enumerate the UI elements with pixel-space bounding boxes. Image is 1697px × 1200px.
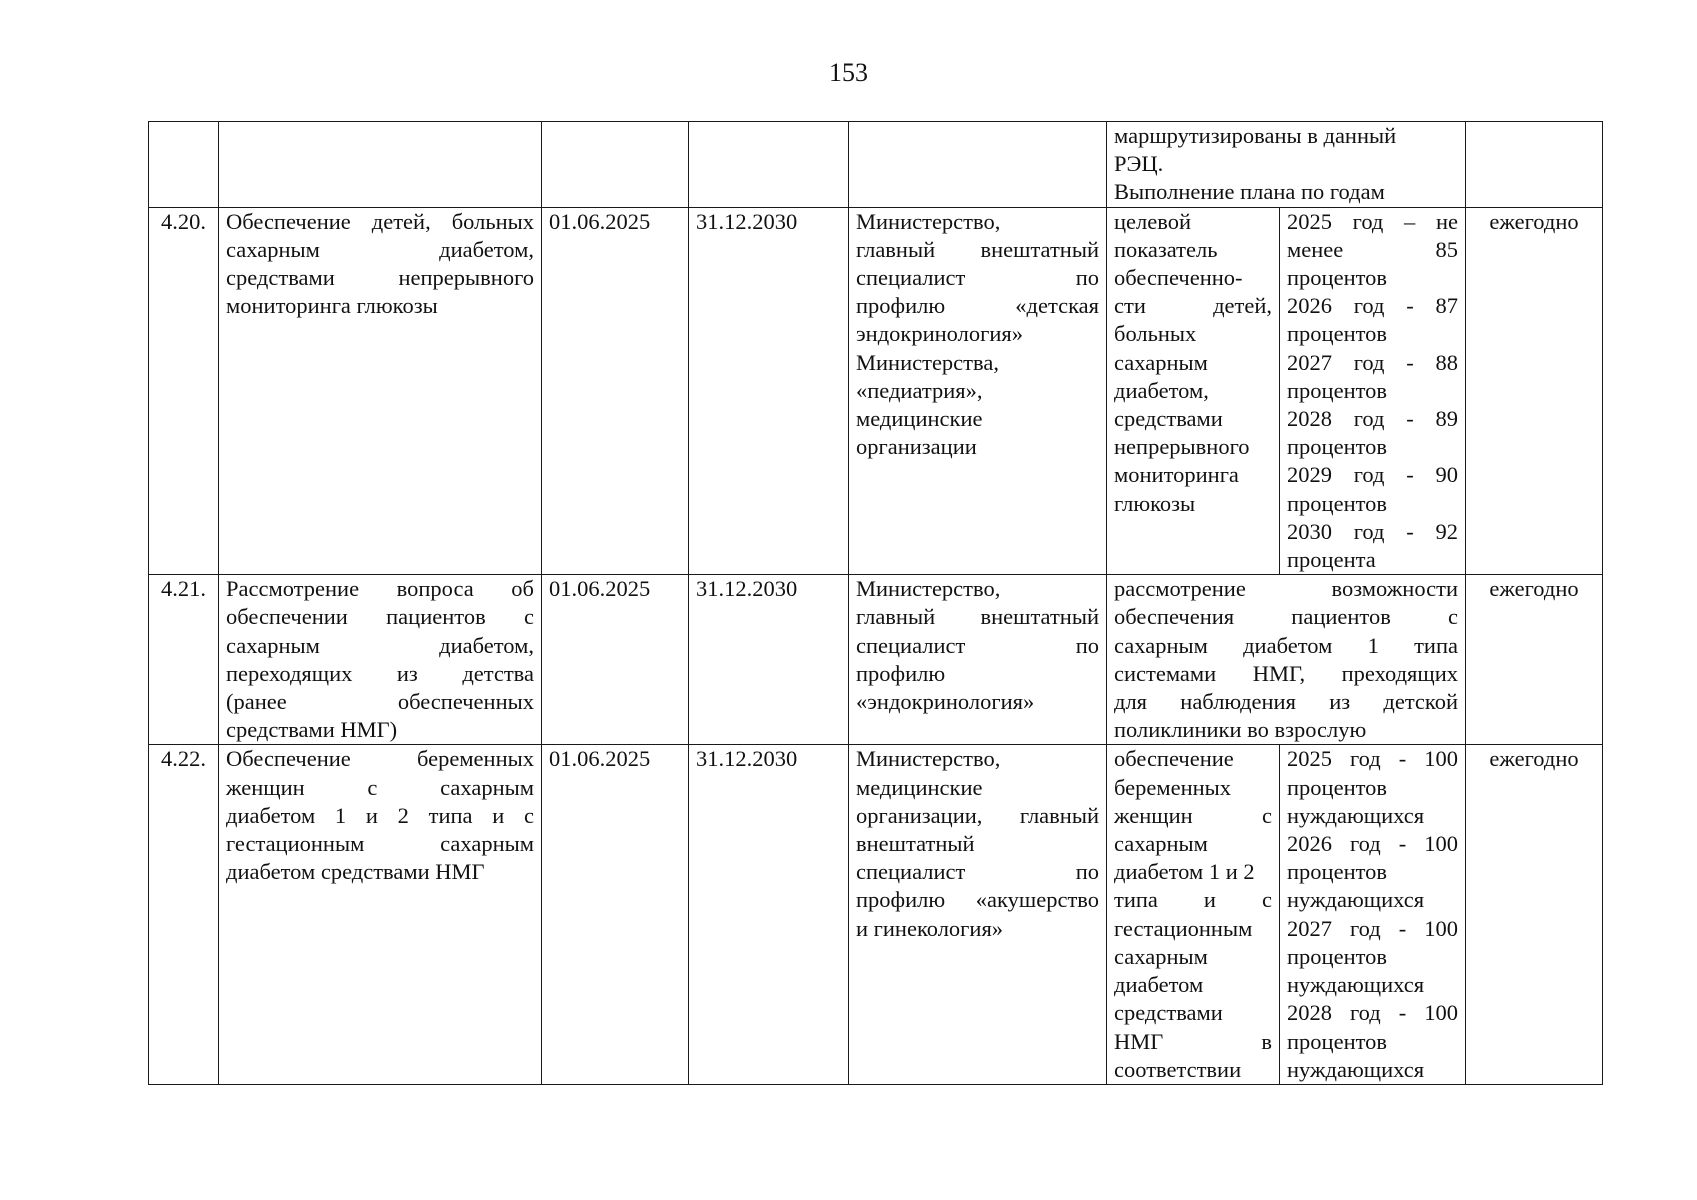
activity-line: переходящих из детства (226, 660, 534, 686)
value-line: процентов (1287, 377, 1388, 403)
value-line: нуждающихся (1287, 972, 1425, 998)
responsible-cell (849, 207, 1107, 575)
indicator-line: сахарным (1114, 943, 1208, 969)
indicator-line: беременных (1114, 774, 1232, 800)
activity-line: обеспечении пациентов с (226, 604, 534, 630)
page-number: 153 (829, 58, 868, 87)
result-line: поликлиники во взрослую (1114, 717, 1367, 743)
activity-line: (ранее обеспеченных (226, 689, 534, 715)
value-line: 2026 год - 100 (1287, 831, 1458, 857)
indicator-line: диабетом 1 и 2 (1114, 859, 1255, 885)
responsible-line: специалист по (856, 265, 1099, 291)
values-cell (1280, 745, 1466, 1084)
value-line: 2028 год - 89 (1287, 406, 1458, 432)
result-line: обеспечения пациентов с (1114, 604, 1458, 630)
frequency-cell: ежегодно (1466, 745, 1603, 1084)
value-line: 2028 год - 100 (1287, 1000, 1458, 1026)
activity-line: Обеспечение беременных (226, 746, 534, 772)
responsible-line: специалист по (856, 859, 1099, 885)
value-line: процента (1287, 547, 1376, 573)
cont-result-cell (1107, 122, 1466, 208)
value-line: 2025 год – не (1287, 208, 1458, 234)
responsible-line: профилю «детская (856, 293, 1099, 319)
values-cell (1280, 207, 1466, 575)
indicator-line: обеспечение (1114, 746, 1234, 772)
row-number: 4.20. (149, 207, 219, 575)
table-row (149, 575, 1603, 745)
responsible-line: главный внештатный (856, 236, 1099, 262)
indicator-line: показатель (1114, 236, 1218, 262)
indicator-line: НМГ в (1114, 1028, 1272, 1054)
result-line: для наблюдения из детской (1114, 689, 1458, 715)
value-line: процентов (1287, 321, 1388, 347)
responsible-line: Министерство, (856, 576, 1001, 602)
activity-line: женщин с сахарным (226, 774, 534, 800)
indicator-line: соответствии (1114, 1056, 1242, 1082)
value-line: процентов (1287, 265, 1388, 291)
value-line: 2029 год - 90 (1287, 462, 1458, 488)
responsible-line: организации, главный (856, 802, 1099, 828)
responsible-line: эндокринология» (856, 321, 1023, 347)
continuation-row (149, 122, 1603, 208)
responsible-line: «эндокринология» (856, 689, 1035, 715)
activity-line: средствами непрерывного (226, 265, 534, 291)
indicator-line: больных (1114, 321, 1197, 347)
indicator-line: диабетом, (1114, 377, 1209, 403)
responsible-line: внештатный (856, 831, 975, 857)
table-row (149, 745, 1603, 1084)
responsible-line: «педиатрия», (856, 377, 983, 403)
indicator-line: сахарным (1114, 349, 1208, 375)
value-line: 2025 год - 100 (1287, 746, 1458, 772)
indicator-line: типа и с (1114, 887, 1272, 913)
value-line: нуждающихся (1287, 887, 1425, 913)
responsible-line: главный внештатный (856, 604, 1099, 630)
value-line: процентов (1287, 1028, 1388, 1054)
result-line: РЭЦ. (1114, 151, 1164, 177)
result-line: маршрутизированы в данный (1114, 123, 1397, 148)
activity-line: мониторинга глюкозы (226, 293, 438, 319)
responsible-line: профилю «акушерство (856, 887, 1099, 913)
cont-end-cell (689, 122, 849, 208)
activity-cell (219, 207, 542, 575)
result-line: Выполнение плана по годам (1114, 179, 1385, 205)
responsible-cell (849, 745, 1107, 1084)
plan-table (148, 121, 1603, 1085)
activity-line: Обеспечение детей, больных (226, 208, 534, 234)
frequency-cell: ежегодно (1466, 207, 1603, 575)
value-line: процентов (1287, 434, 1388, 460)
cont-activity-cell (219, 122, 542, 208)
cont-responsible-cell (849, 122, 1107, 208)
value-line: процентов (1287, 943, 1388, 969)
responsible-line: медицинские (856, 774, 983, 800)
end-date: 31.12.2030 (689, 575, 849, 745)
activity-line: средствами НМГ) (226, 717, 398, 743)
activity-line: диабетом средствами НМГ (226, 859, 485, 885)
activity-line: сахарным диабетом, (226, 236, 534, 262)
value-line: менее 85 (1287, 236, 1458, 262)
indicator-line: обеспеченно- (1114, 265, 1243, 291)
responsible-line: специалист по (856, 632, 1099, 658)
indicator-line: сти детей, (1114, 293, 1272, 319)
indicator-line: сахарным (1114, 831, 1208, 857)
frequency-cell: ежегодно (1466, 575, 1603, 745)
result-cell (1107, 575, 1466, 745)
result-line: сахарным диабетом 1 типа (1114, 632, 1458, 658)
start-date: 01.06.2025 (542, 745, 689, 1084)
responsible-line: Министерство, (856, 746, 1001, 772)
responsible-line: Министерство, (856, 208, 1001, 234)
responsible-line: Министерства, (856, 349, 999, 375)
value-line: нуждающихся (1287, 802, 1425, 828)
value-line: процентов (1287, 774, 1388, 800)
value-line: 2026 год - 87 (1287, 293, 1458, 319)
end-date: 31.12.2030 (689, 745, 849, 1084)
indicator-line: непрерывного (1114, 434, 1250, 460)
indicator-line: диабетом (1114, 972, 1204, 998)
table-row (149, 207, 1603, 575)
end-date: 31.12.2030 (689, 207, 849, 575)
responsible-line: и гинекология» (856, 915, 1004, 941)
activity-cell (219, 575, 542, 745)
activity-line: Рассмотрение вопроса об (226, 576, 534, 602)
row-number: 4.21. (149, 575, 219, 745)
indicator-line: мониторинга (1114, 462, 1239, 488)
cont-number-cell (149, 122, 219, 208)
activity-line: сахарным диабетом, (226, 632, 534, 658)
value-line: 2030 год - 92 (1287, 518, 1458, 544)
responsible-line: медицинские (856, 406, 983, 432)
indicator-cell (1107, 207, 1280, 575)
indicator-cell (1107, 745, 1280, 1084)
responsible-line: профилю (856, 660, 946, 686)
value-line: 2027 год - 100 (1287, 915, 1458, 941)
indicator-line: средствами (1114, 1000, 1223, 1026)
value-line: процентов (1287, 490, 1388, 516)
indicator-line: гестационным (1114, 915, 1253, 941)
activity-cell (219, 745, 542, 1084)
indicator-line: женщин с (1114, 802, 1272, 828)
indicator-line: глюкозы (1114, 490, 1196, 516)
result-line: системами НМГ, преходящих (1114, 660, 1458, 686)
indicator-line: целевой (1114, 208, 1192, 234)
activity-line: гестационным сахарным (226, 831, 534, 857)
value-line: нуждающихся (1287, 1056, 1425, 1082)
cont-start-cell (542, 122, 689, 208)
value-line: 2027 год - 88 (1287, 349, 1458, 375)
activity-line: диабетом 1 и 2 типа и с (226, 802, 534, 828)
start-date: 01.06.2025 (542, 575, 689, 745)
value-line: процентов (1287, 859, 1388, 885)
start-date: 01.06.2025 (542, 207, 689, 575)
cont-frequency-cell (1466, 122, 1603, 208)
indicator-line: средствами (1114, 406, 1223, 432)
responsible-line: организации (856, 434, 977, 460)
row-number: 4.22. (149, 745, 219, 1084)
responsible-cell (849, 575, 1107, 745)
result-line: рассмотрение возможности (1114, 576, 1458, 602)
